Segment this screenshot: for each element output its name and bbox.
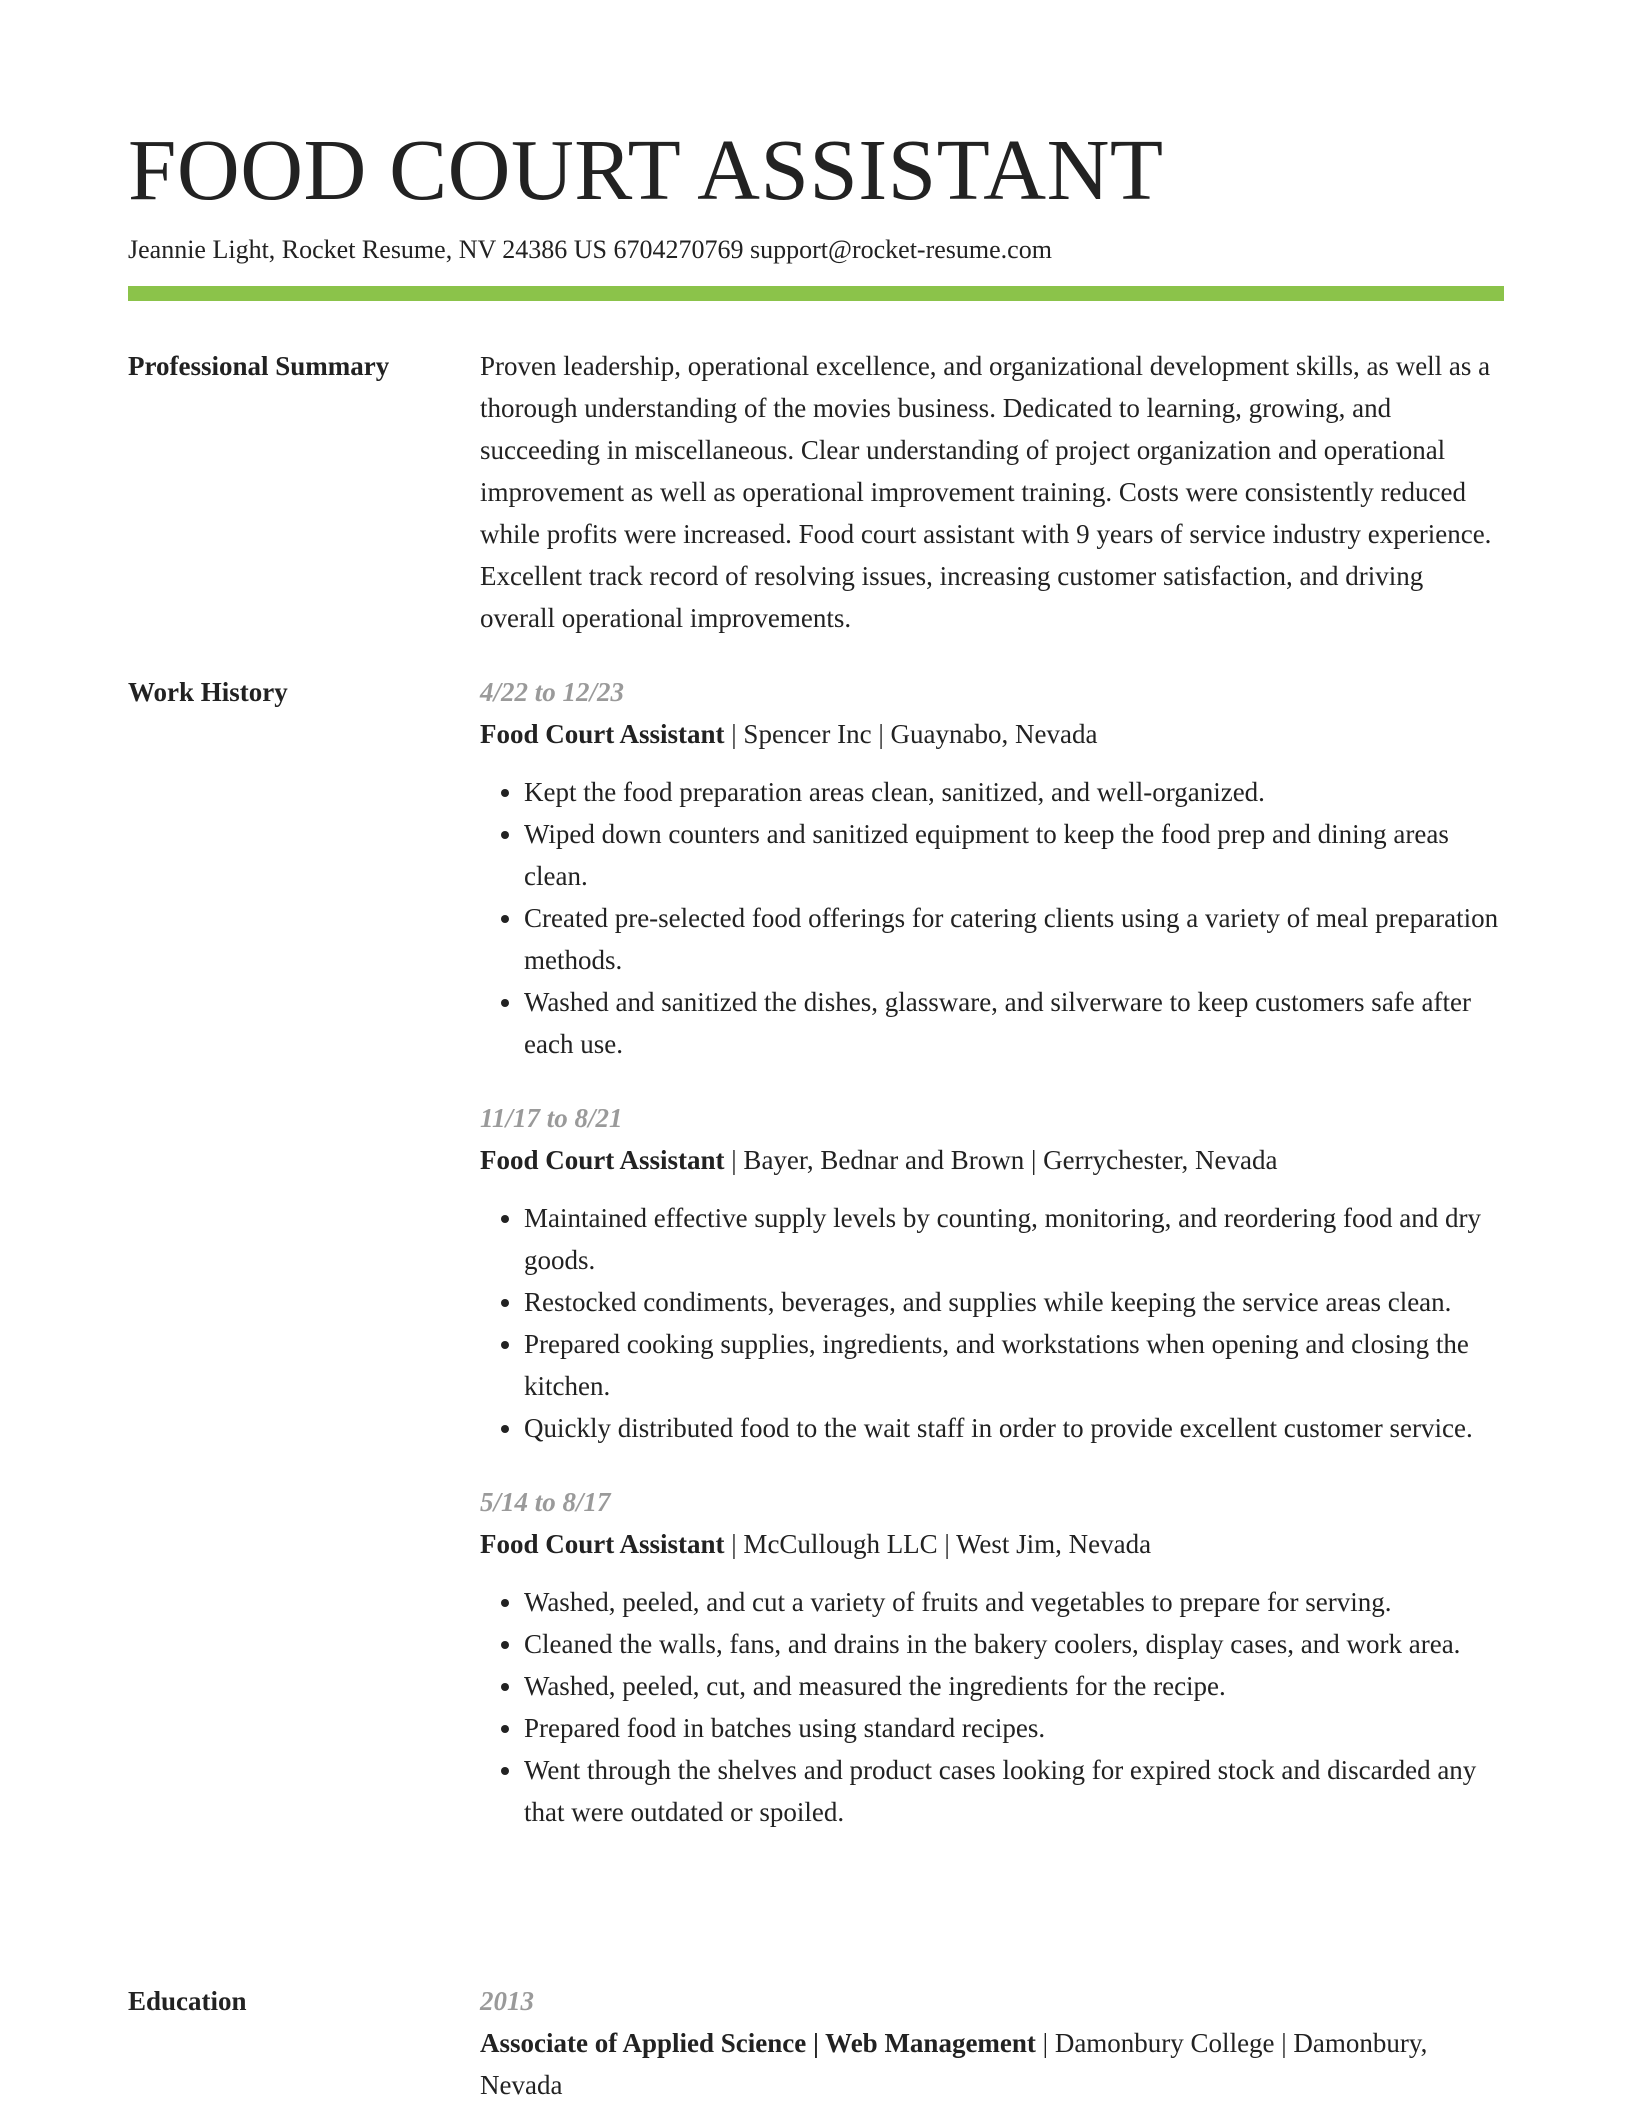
education-body <box>480 1980 1504 2106</box>
job-duties-list <box>480 1197 1504 1449</box>
job-employer-location: | Spencer Inc | Guaynabo, Nevada <box>724 719 1098 749</box>
list-item: • Washed and sanitized the dishes, glassware, and silverware to keep customers safe after each use. <box>524 981 1504 1065</box>
list-item: • Prepared cooking supplies, ingredients, and workstations when opening and closing the kitchen. <box>524 1323 1504 1407</box>
education-degree: Associate of Applied Science | Web Management <box>480 2028 1036 2058</box>
job-entry <box>480 1097 1504 1449</box>
list-item: • Prepared food in batches using standard recipes. <box>524 1707 1504 1749</box>
list-item: • Maintained effective supply levels by counting, monitoring, and reordering food and dry goods. <box>524 1197 1504 1281</box>
list-item: • Kept the food preparation areas clean, sanitized, and well-organized. <box>524 771 1504 813</box>
contact-line: Jeannie Light, Rocket Resume, NV 24386 US 6704270769 support@rocket-resume.com <box>128 235 1052 264</box>
job-duties-list <box>480 1581 1504 1833</box>
summary-text: Proven leadership, operational excellence, and organizational development skills, as well as a thorough understanding of the movies business. Dedicated to learning, growing, and succeeding in miscellaneous. Clear understanding of project organization and operational improvement as well as operational improvement training. Costs were consistently reduced while profits were increased. Food court assistant with 9 years of service industry experience. Excellent track record of resolving issues, increasing customer satisfaction, and driving overall operational improvements. <box>480 351 1492 633</box>
job-employer-location: | Bayer, Bednar and Brown | Gerrychester, Nevada <box>724 1145 1278 1175</box>
education-school-location: | Damonbury College | Damonbury, Nevada <box>480 2028 1428 2100</box>
list-item: • Washed, peeled, cut, and measured the ingredients for the recipe. <box>524 1665 1504 1707</box>
education-degree-line <box>480 2022 1504 2106</box>
work-history-body <box>480 671 1504 1833</box>
education-heading: Education <box>128 1986 247 2016</box>
education-year: 2013 <box>480 1986 534 2016</box>
job-dates: 11/17 to 8/21 <box>480 1103 623 1133</box>
job-title-line <box>480 1139 1504 1181</box>
accent-divider <box>128 286 1504 301</box>
job-duties-list <box>480 771 1504 1065</box>
list-item: • Went through the shelves and product cases looking for expired stock and discarded any that were outdated or spoiled. <box>524 1749 1504 1833</box>
list-item: • Washed, peeled, and cut a variety of fruits and vegetables to prepare for serving. <box>524 1581 1504 1623</box>
resume-title: FOOD COURT ASSISTANT <box>128 121 1164 218</box>
work-history-heading: Work History <box>128 677 288 707</box>
list-item: • Quickly distributed food to the wait staff in order to provide excellent customer service. <box>524 1407 1504 1449</box>
job-role: Food Court Assistant <box>480 1145 725 1175</box>
job-entry <box>480 671 1504 1065</box>
job-title-line <box>480 713 1504 755</box>
resume-header <box>128 120 1504 268</box>
list-item: • Created pre-selected food offerings for catering clients using a variety of meal preparation methods. <box>524 897 1504 981</box>
job-dates: 5/14 to 8/17 <box>480 1487 611 1517</box>
summary-body <box>480 345 1504 639</box>
list-item: • Cleaned the walls, fans, and drains in the bakery coolers, display cases, and work area. <box>524 1623 1504 1665</box>
job-employer-location: | McCullough LLC | West Jim, Nevada <box>724 1529 1152 1559</box>
list-item: • Wiped down counters and sanitized equipment to keep the food prep and dining areas clean. <box>524 813 1504 897</box>
job-role: Food Court Assistant <box>480 719 725 749</box>
job-dates: 4/22 to 12/23 <box>480 677 625 707</box>
summary-heading: Professional Summary <box>128 351 390 381</box>
list-item: • Restocked condiments, beverages, and supplies while keeping the service areas clean. <box>524 1281 1504 1323</box>
job-entry <box>480 1481 1504 1833</box>
job-role: Food Court Assistant <box>480 1529 725 1559</box>
job-title-line <box>480 1523 1504 1565</box>
